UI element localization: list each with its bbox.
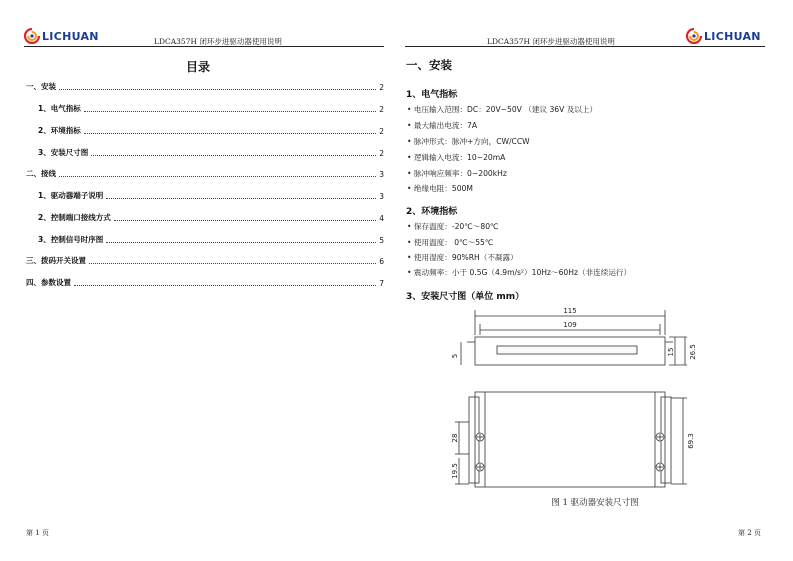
- toc-leader: [84, 133, 377, 134]
- page-number: 第 2 页: [738, 529, 761, 537]
- toc-leader: [59, 89, 376, 90]
- header-rule: [24, 46, 384, 47]
- spec-item: • 逻辑输入电流：10~20mA: [407, 153, 506, 162]
- spec-item: • 保存温度：-20℃～80℃: [407, 222, 499, 231]
- toc-page: 3: [379, 192, 384, 201]
- toc-leader: [106, 242, 376, 243]
- toc-label: 1、驱动器端子说明: [38, 191, 104, 200]
- spec-item: • 使用温度： 0℃～55℃: [407, 238, 494, 247]
- logo-swirl-icon: [24, 28, 40, 44]
- spec-item: • 脉冲响应频率：0~200kHz: [407, 169, 507, 178]
- toc-label: 1、电气指标: [38, 104, 81, 113]
- toc-leader: [106, 198, 376, 199]
- toc-entry[interactable]: [38, 189, 384, 201]
- section-title: 一、安装: [406, 58, 452, 72]
- dim-side-15: 15: [667, 347, 675, 357]
- toc-page: 3: [379, 170, 384, 179]
- spec-item: • 使用湿度：90%RH（不凝露）: [407, 253, 518, 262]
- dim-side-69-3: 69.3: [687, 433, 695, 449]
- lichuan-logo: [24, 28, 99, 44]
- header-title: LDCA357H 闭环步进驱动器使用说明: [487, 37, 615, 46]
- dim-side-26-5: 26.5: [689, 344, 697, 360]
- page-number: 第 1 页: [26, 529, 49, 537]
- toc-page: 7: [379, 279, 384, 288]
- dimensions-heading: 3、安装尺寸图（单位 mm）: [406, 292, 525, 302]
- toc-entry[interactable]: [38, 146, 384, 158]
- dimension-drawing: [447, 302, 747, 492]
- toc-label: 2、控制端口接线方式: [38, 213, 111, 222]
- toc-page: 2: [379, 105, 384, 114]
- toc-leader: [74, 285, 376, 286]
- dim-side-5: 5: [451, 353, 459, 359]
- toc-page: 5: [379, 236, 384, 245]
- toc-entry[interactable]: [38, 124, 384, 136]
- electrical-heading: 1、电气指标: [406, 90, 458, 100]
- toc-label: 二、接线: [26, 169, 56, 178]
- dim-side-19-5: 19.5: [451, 463, 459, 479]
- spec-item: • 绝缘电阻：500M: [407, 184, 473, 193]
- toc-entry[interactable]: [26, 254, 384, 266]
- header-rule: [405, 46, 765, 47]
- toc-title: 目录: [185, 60, 210, 74]
- page-2: [397, 0, 793, 561]
- toc-leader: [91, 155, 376, 156]
- terminal-strip: [497, 346, 637, 354]
- toc-entry[interactable]: [26, 167, 384, 179]
- toc-leader: [59, 176, 376, 177]
- toc-label: 三、拨码开关设置: [26, 256, 86, 265]
- logo-swirl-icon: [686, 28, 702, 44]
- toc-page: 6: [379, 257, 384, 266]
- spec-item: • 脉冲形式：脉冲+方向，CW/CCW: [407, 137, 530, 146]
- driver-front-view: [475, 392, 665, 487]
- toc-page: 2: [379, 83, 384, 92]
- toc-label: 3、安装尺寸图: [38, 148, 89, 157]
- toc-label: 3、控制信号时序图: [38, 235, 104, 244]
- lichuan-logo: [686, 28, 761, 44]
- logo-text: LICHUAN: [42, 29, 99, 43]
- page-1: [0, 0, 396, 561]
- toc-entry[interactable]: [38, 233, 384, 245]
- dim-side-28: 28: [451, 433, 459, 443]
- header-title: LDCA357H 闭环步进驱动器使用说明: [154, 37, 282, 46]
- toc-page: 2: [379, 127, 384, 136]
- toc-leader: [114, 220, 377, 221]
- spec-item: • 最大输出电流：7A: [407, 121, 478, 130]
- logo-text: LICHUAN: [704, 29, 761, 43]
- toc-entry[interactable]: [38, 102, 384, 114]
- toc-entry[interactable]: [26, 80, 384, 92]
- toc-entry[interactable]: [38, 211, 384, 223]
- spec-item: • 电压输入范围：DC：20V~50V （建议 36V 及以上）: [407, 105, 598, 114]
- dim-inner-width: 109: [563, 321, 577, 329]
- toc-leader: [84, 111, 377, 112]
- toc-leader: [89, 263, 376, 264]
- toc-label: 四、参数设置: [26, 278, 71, 287]
- figure-caption: 图 1 驱动器安装尺寸图: [551, 498, 639, 508]
- toc-entry[interactable]: [26, 276, 384, 288]
- dim-overall-width: 115: [563, 307, 577, 315]
- environment-heading: 2、环境指标: [406, 207, 458, 217]
- toc-page: 4: [379, 214, 384, 223]
- spec-item: • 震动频率：小于 0.5G（4.9m/s²）10Hz～60Hz（非连续运行）: [407, 268, 632, 277]
- toc-page: 2: [379, 149, 384, 158]
- toc-label: 2、环境指标: [38, 126, 81, 135]
- toc-label: 一、安装: [26, 82, 56, 91]
